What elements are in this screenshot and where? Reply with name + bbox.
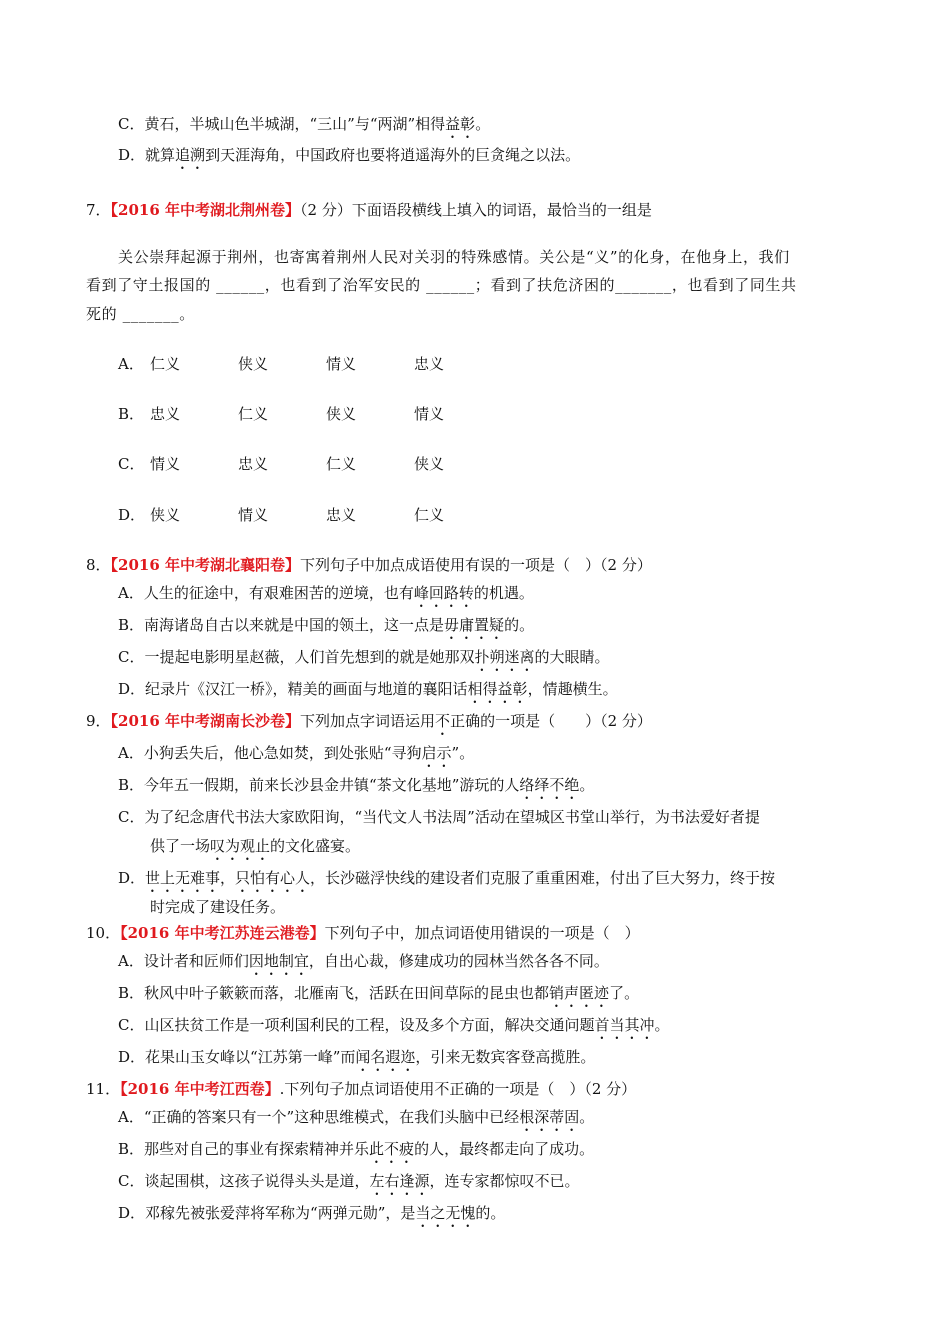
q7-option-d: D． 侠义 情义 忠义 仁义 [118, 506, 445, 524]
q9-option-d-line-1: D．世上无难事，只怕有心人，长沙磁浮快线的建设者们克服了重重困难，付出了巨大努力，终于按 [118, 869, 776, 887]
q7-option-b: B． 忠义 仁义 侠义 情义 [118, 405, 445, 423]
q9-option-a: A．小狗丢失后，他心急如焚，到处张贴“寻狗启示”。 [118, 744, 475, 762]
q8-option-b: B．南海诸岛自古以来就是中国的领土，这一点是毋庸置疑的。 [118, 616, 535, 634]
q10-source: 【2016 年中考江苏连云港卷】 [120, 924, 325, 942]
q9-source: 【2016 年中考湖南长沙卷】 [110, 712, 301, 730]
q9-question: 9．【2016 年中考湖南长沙卷】下列加点字词语运用不正确的一项是（ ）（2 分） [86, 712, 652, 730]
q8-option-c: C．一提起电影明星赵薇，人们首先想到的就是她那双扑朔迷离的大眼睛。 [118, 648, 610, 666]
q11-question: 11．【2016 年中考江西卷】.下列句子加点词语使用不正确的一项是（ ）（2 分） [86, 1080, 637, 1098]
q7-question: 7．【2016 年中考湖北荆州卷】（2 分）下面语段横线上填入的词语，最恰当的一组是 [86, 201, 652, 219]
q9-option-b: B．今年五一假期，前来长沙县金井镇“茶文化基地”游玩的人络绎不绝。 [118, 776, 595, 794]
q11-option-d: D．邓稼先被张爱萍将军称为“两弹元勋”，是当之无愧的。 [118, 1204, 506, 1222]
q7-option-a: A． 仁义 侠义 情义 忠义 [118, 355, 445, 373]
q6-option-c: C．黄石，半城山色半城湖，“三山”与“两湖”相得益彰。 [118, 115, 491, 133]
q7-passage-line-1: 关公崇拜起源于荆州，也寄寓着荆州人民对关羽的特殊感情。关公是“义”的化身，在他身上，我们 [118, 248, 790, 266]
q7-passage-line-2: 看到了守土报国的 ______，也看到了治军安民的 ______；看到了扶危济困的_______，也看到了同生共 [86, 276, 797, 294]
q11-source: 【2016 年中考江西卷】 [120, 1080, 280, 1098]
q8-option-a: A．人生的征途中，有艰难困苦的逆境，也有峰回路转的机遇。 [118, 584, 534, 602]
q10-option-b: B．秋风中叶子簌簌而落，北雁南飞，活跃在田间草际的昆虫也都销声匿迹了。 [118, 984, 640, 1002]
q7-option-c: C． 情义 忠义 仁义 侠义 [118, 455, 445, 473]
q7-passage-line-3: 死的 _______。 [86, 305, 195, 323]
q8-source: 【2016 年中考湖北襄阳卷】 [110, 556, 301, 574]
q11-option-c: C．谈起围棋，这孩子说得头头是道，左右逢源，连专家都惊叹不已。 [118, 1172, 580, 1190]
q9-option-c-line-2: 供了一场叹为观止的文化盛宴。 [150, 837, 361, 855]
q10-option-d: D．花果山玉女峰以“江苏第一峰”而闻名遐迩，引来无数宾客登高揽胜。 [118, 1048, 596, 1066]
q10-option-c: C．山区扶贫工作是一项利国利民的工程，设及多个方面，解决交通问题首当其冲。 [118, 1016, 670, 1034]
q7-source: 【2016 年中考湖北荆州卷】 [110, 201, 301, 219]
q10-option-a: A．设计者和匠师们因地制宜，自出心裁，修建成功的园林当然各各不同。 [118, 952, 609, 970]
q9-option-d-line-2: 时完成了建设任务。 [150, 898, 286, 916]
q10-question: 10．【2016 年中考江苏连云港卷】下列句子中，加点词语使用错误的一项是（ ） [86, 924, 640, 942]
q11-option-a: A．“正确的答案只有一个”这种思维模式，在我们头脑中已经根深蒂固。 [118, 1108, 595, 1126]
q11-option-b: B．那些对自己的事业有探索精神并乐此不疲的人，最终都走向了成功。 [118, 1140, 595, 1158]
q8-question: 8．【2016 年中考湖北襄阳卷】下列句子中加点成语使用有误的一项是（ ）（2 分） [86, 556, 652, 574]
q9-option-c-line-1: C．为了纪念唐代书法大家欧阳询，“当代文人书法周”活动在望城区书堂山举行，为书法爱好者提 [118, 808, 760, 826]
q8-option-d: D．纪录片《汉江一桥》，精美的画面与地道的襄阳话相得益彰，情趣横生。 [118, 680, 618, 698]
q6-option-d: D．就算追溯到天涯海角，中国政府也要将逍遥海外的巨贪绳之以法。 [118, 146, 581, 164]
